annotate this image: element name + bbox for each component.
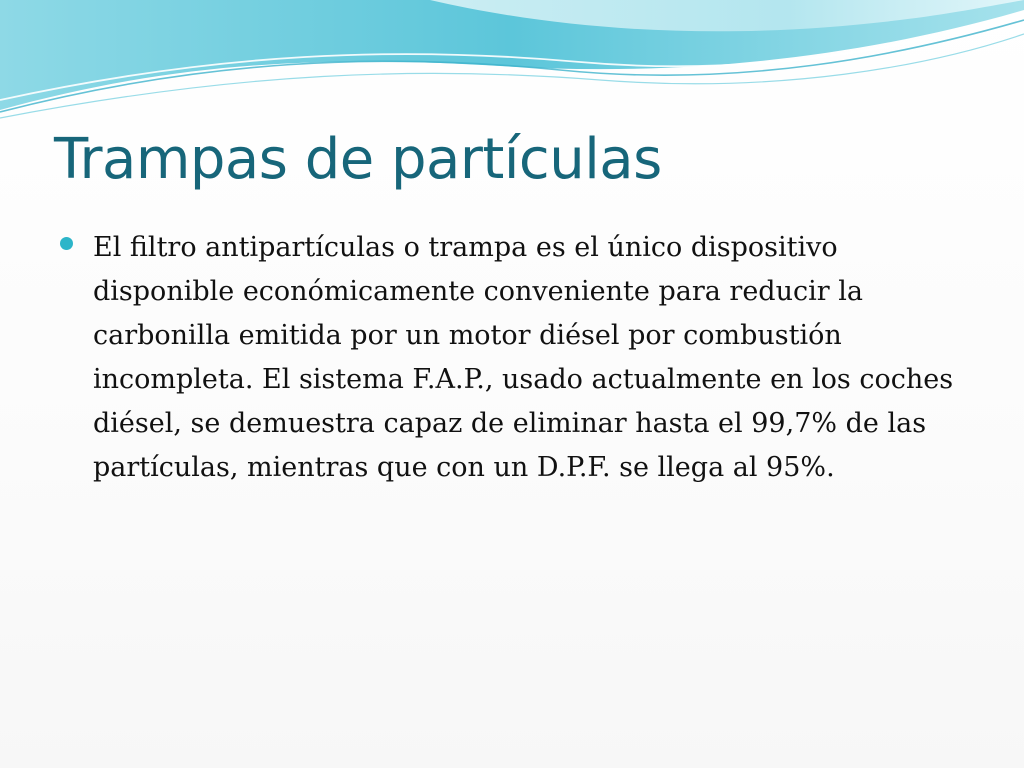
bullet-item — [60, 226, 960, 490]
slide-title: Trampas de partículas — [54, 127, 662, 192]
bullet-list — [60, 226, 960, 490]
bullet-dot-icon — [60, 237, 73, 250]
bullet-text: El filtro antipartículas o trampa es el único dispositivo disponible económicamente conveniente para reducir la carbonilla emitida por un motor diésel por combustión incompleta. El sistema F.A.P., usado actualmente en los coches diésel, se demuestra capaz de eliminar hasta el 99,7% de las partículas, mientras que con un D.P.F. se llega al 95%. — [93, 232, 954, 483]
decorative-wave-header — [0, 0, 1024, 130]
